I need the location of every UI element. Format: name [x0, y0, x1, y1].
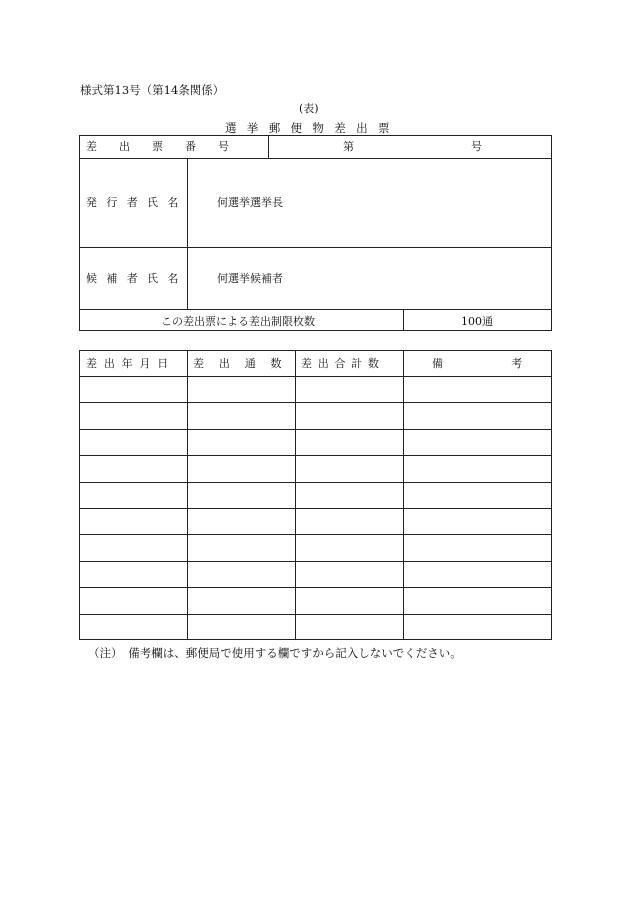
table-row-divider — [80, 482, 551, 483]
table-row-divider — [80, 402, 551, 403]
col-divider — [403, 309, 404, 331]
table-row-divider — [80, 561, 551, 562]
col-divider — [187, 158, 188, 309]
slip-number-prefix: 第 — [343, 140, 354, 153]
table-row-divider — [80, 429, 551, 430]
table-row-divider — [80, 508, 551, 509]
candidate-value: 何選挙候補者 — [217, 272, 283, 285]
slip-number-suffix: 号 — [471, 140, 482, 153]
table-row-divider — [80, 455, 551, 456]
candidate-label: 候補者氏名 — [86, 272, 188, 285]
limit-label: この差出票による差出制限枚数 — [161, 315, 315, 328]
col-divider — [268, 136, 269, 158]
col-divider — [295, 351, 296, 639]
table-row-divider — [80, 614, 551, 615]
header-dispatch-count: 差出通数 — [193, 357, 297, 370]
table-row-divider — [80, 534, 551, 535]
header-dispatch-date: 差出年月日 — [86, 357, 176, 370]
row-divider — [80, 158, 551, 159]
dispatch-record-table — [79, 350, 591, 640]
table-row-divider — [80, 587, 551, 588]
document-title: 選挙郵便物差出票 — [225, 121, 400, 135]
issuer-value: 何選挙選挙長 — [217, 196, 283, 209]
col-divider — [187, 351, 188, 639]
side-label: (表) — [299, 102, 319, 115]
table-row-divider — [80, 376, 551, 377]
slip-number-label: 差出票番号 — [86, 140, 251, 153]
footnote: （注） 備考欄は、郵便局で使用する欄ですから記入しないでください。 — [88, 646, 462, 660]
row-divider — [80, 247, 551, 248]
header-dispatch-total: 差出合計数 — [301, 357, 385, 370]
form-number: 様式第13号（第14条関係） — [80, 83, 225, 97]
issuer-label: 発行者氏名 — [86, 196, 188, 209]
col-divider — [403, 351, 404, 639]
dispatch-info-table — [79, 135, 552, 331]
header-remarks: 備考 — [432, 357, 591, 370]
row-divider — [80, 309, 551, 310]
limit-value: 100通 — [461, 315, 493, 328]
